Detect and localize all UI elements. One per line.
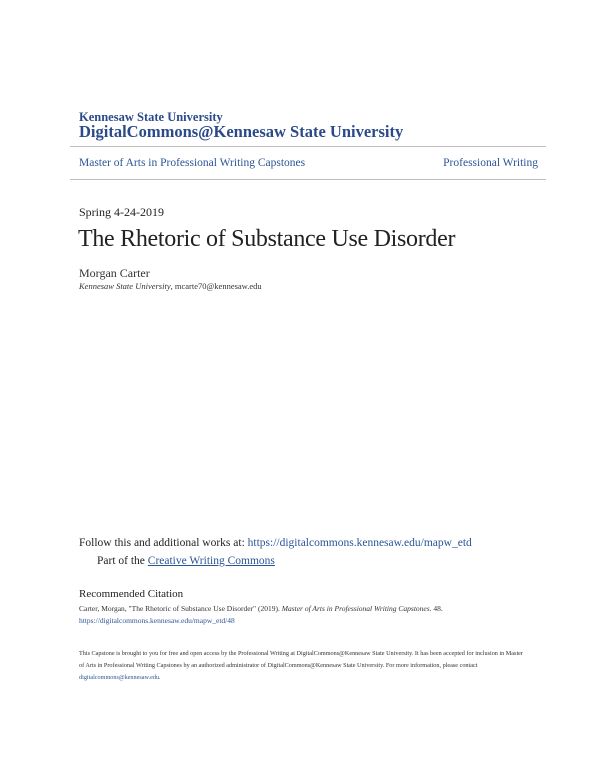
citation-start: Carter, Morgan, "The Rhetoric of Substance Use Disorder" (2019). xyxy=(79,604,280,613)
paper-title: The Rhetoric of Substance Use Disorder xyxy=(78,226,456,252)
bottom-divider xyxy=(70,179,546,180)
recommended-citation-heading: Recommended Citation xyxy=(79,588,184,600)
notice-text: This Capstone is brought to you for free and open access by the Professional Writing at DigitalCommons@Kennesaw State University. It has been accepted for inclusion in Master of Arts in Professional Writing Capstones by an authorized administrator of DigitalCommons@Kennesaw State University. For more information, please contact xyxy=(79,650,523,669)
citation-number: . 48. xyxy=(429,604,443,613)
contact-email-link[interactable]: digitalcommons@kennesaw.edu xyxy=(79,674,160,681)
part-of-prefix: Part of the xyxy=(97,555,145,567)
citation-text xyxy=(79,603,443,627)
repository-url-link[interactable]: https://digitalcommons.kennesaw.edu/mapw_etd xyxy=(247,537,472,549)
part-of-line xyxy=(97,555,275,567)
citation-series: Master of Arts in Professional Writing Capstones xyxy=(281,604,430,613)
top-divider xyxy=(70,146,546,147)
author-affiliation: Kennesaw State University, mcarte70@kennesaw.edu xyxy=(79,281,262,291)
publication-date: Spring 4-24-2019 xyxy=(79,205,164,219)
follow-line xyxy=(79,537,472,549)
follow-prefix: Follow this and additional works at: xyxy=(79,537,245,549)
affiliation-name: Kennesaw State University xyxy=(79,281,171,291)
institution-name: Kennesaw State University xyxy=(79,110,223,124)
creative-writing-commons-link[interactable]: Creative Writing Commons xyxy=(147,555,275,567)
citation-url-link[interactable]: https://digitalcommons.kennesaw.edu/mapw_etd/48 xyxy=(79,616,235,625)
access-notice xyxy=(79,648,529,684)
series-link[interactable]: Master of Arts in Professional Writing Capstones xyxy=(79,157,306,169)
collection-link[interactable]: Professional Writing xyxy=(443,157,538,169)
author-name: Morgan Carter xyxy=(79,266,150,280)
author-email: mcarte70@kennesaw.edu xyxy=(174,281,262,291)
notice-end: . xyxy=(159,674,161,681)
repository-name[interactable]: DigitalCommons@Kennesaw State University xyxy=(79,122,404,141)
